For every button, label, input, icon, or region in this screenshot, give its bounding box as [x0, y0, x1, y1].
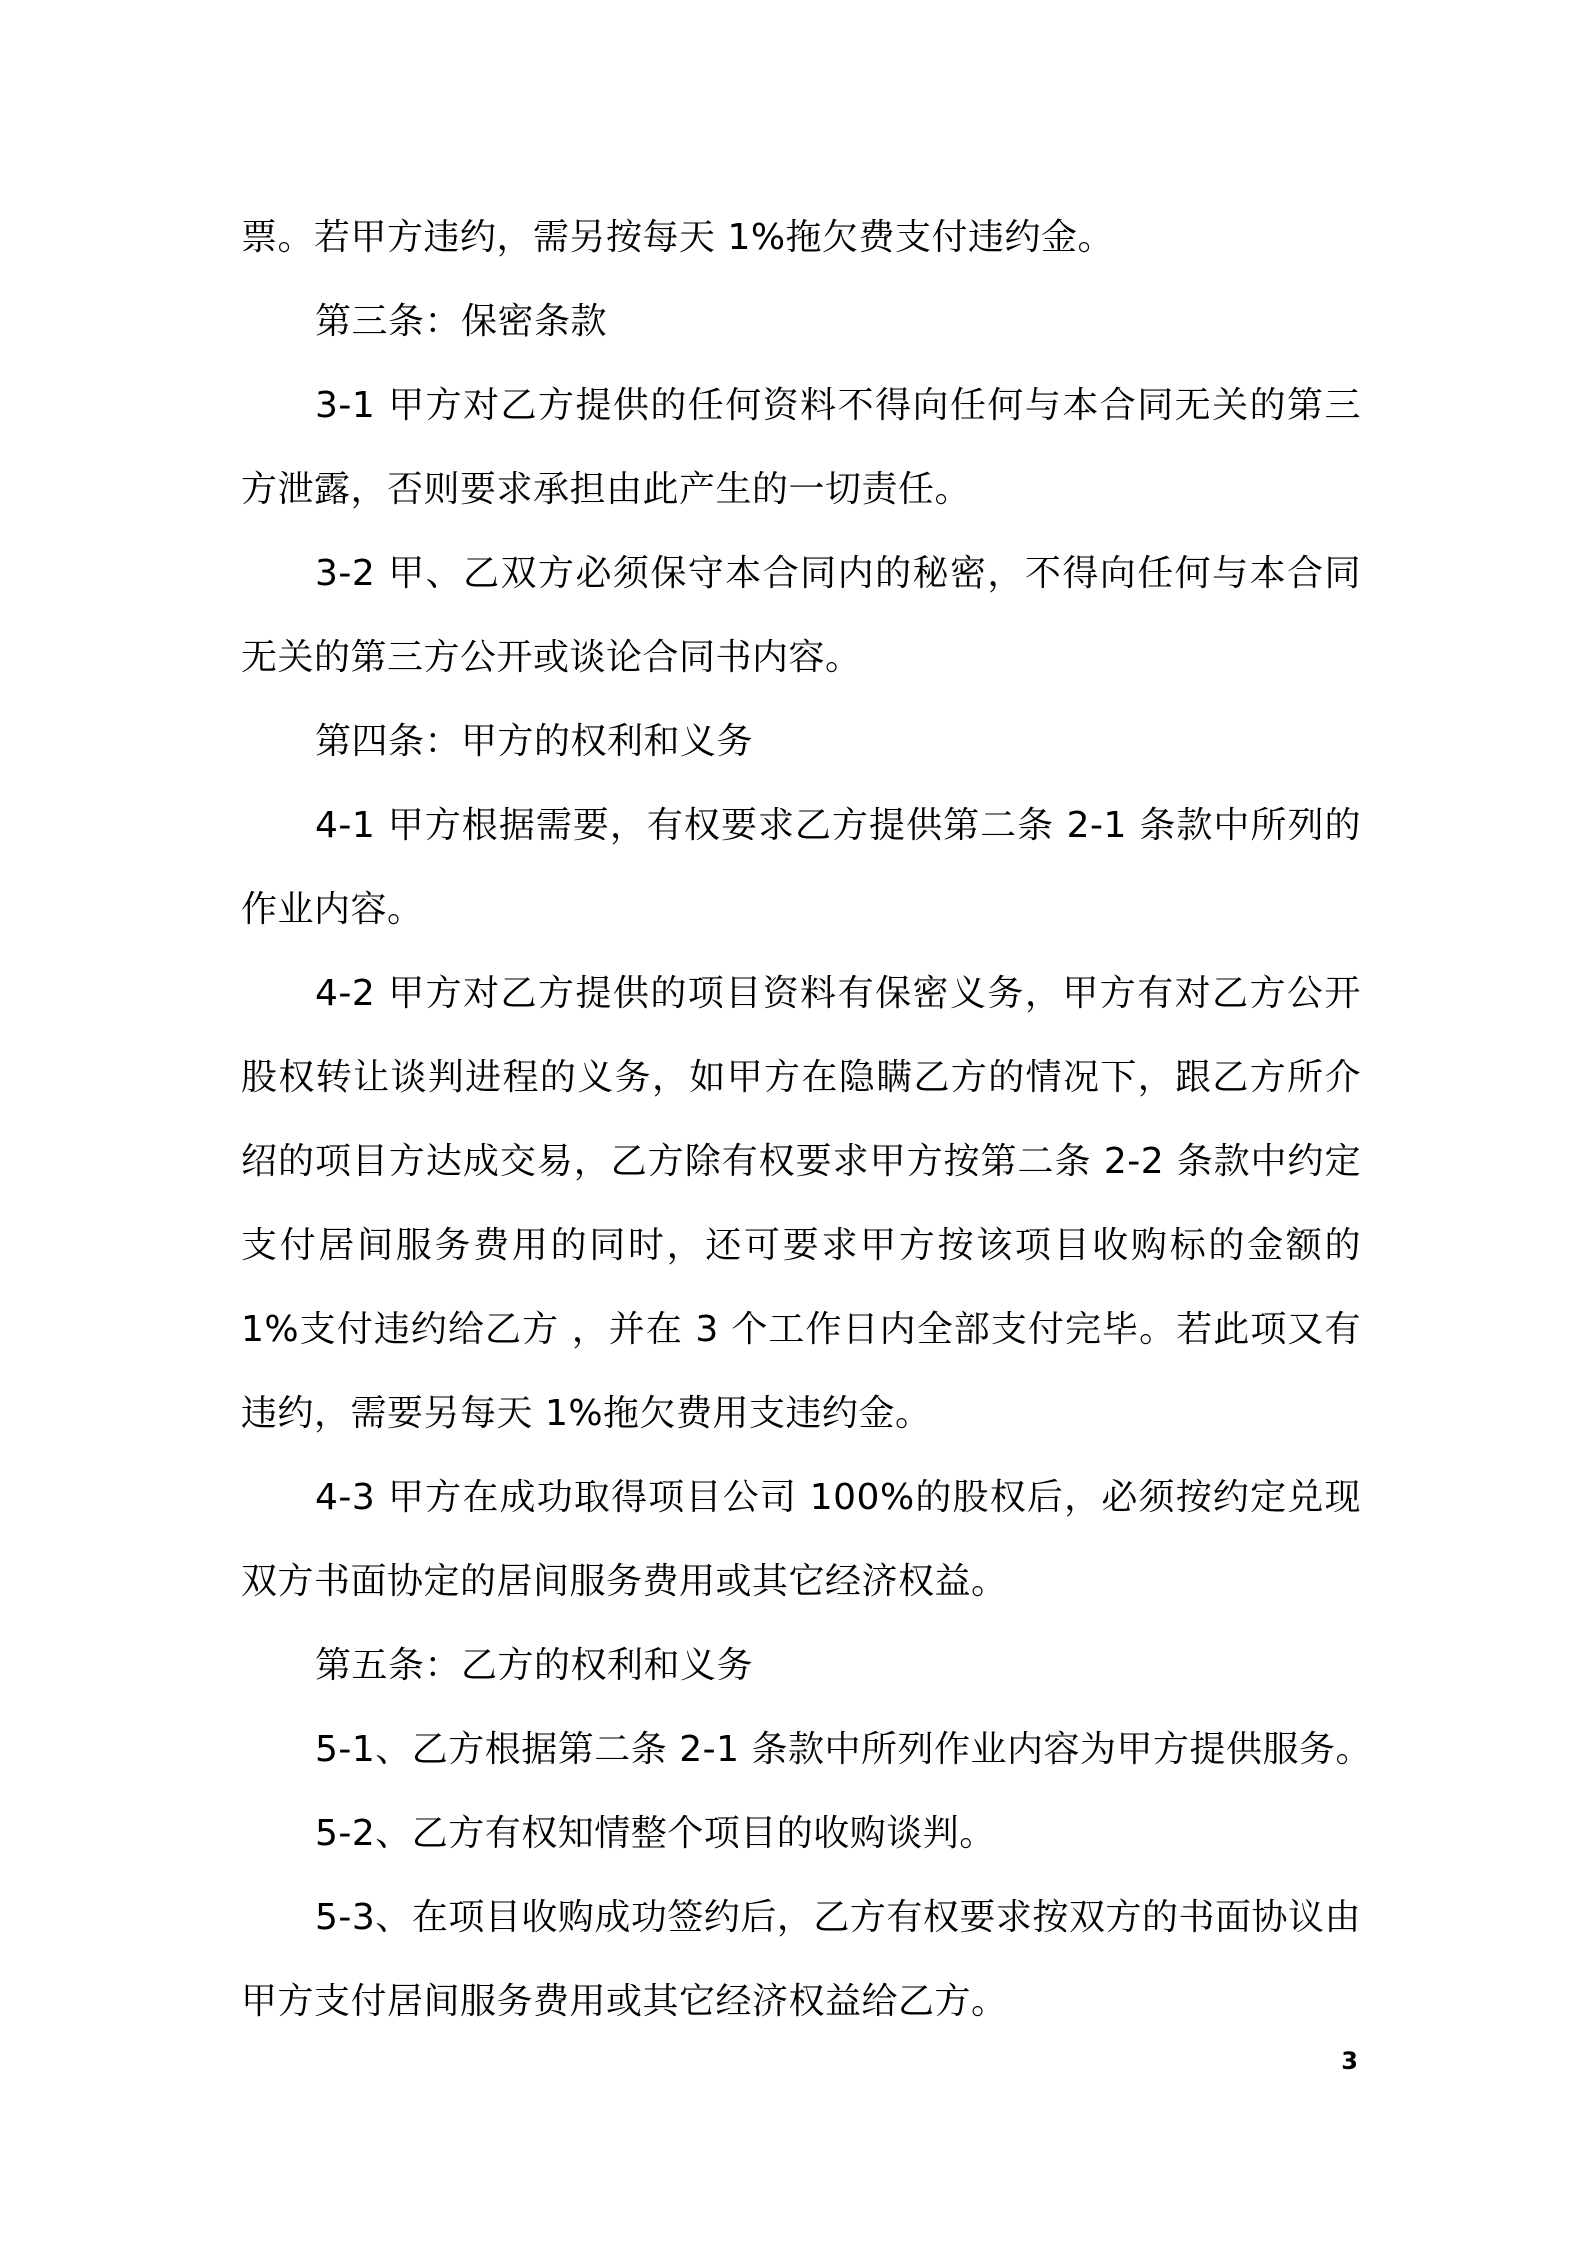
page-number: 3	[1341, 2047, 1358, 2075]
clause-5-3: 5-3、在项目收购成功签约后，乙方有权要求按双方的书面协议由甲方支付居间服务费用或其它经济权益给乙方。	[241, 1897, 1361, 2022]
clause-3-1: 3-1 甲方对乙方提供的任何资料不得向任何与本合同无关的第三方泄露，否则要求承担由此产生的一切责任。	[241, 385, 1361, 510]
clause-5-1: 5-1、乙方根据第二条 2-1 条款中所列作业内容为甲方提供服务。	[315, 1729, 1372, 1770]
clause-4-2: 4-2 甲方对乙方提供的项目资料有保密义务，甲方有对乙方公开股权转让谈判进程的义务，如甲方在隐瞒乙方的情况下，跟乙方所介绍的项目方达成交易，乙方除有权要求甲方按第二条 2-2 条款中约定支付居间服务费用的同时，还可要求甲方按该项目收购标的金额的 1%支付违约给乙方 ，并在 3 个工作日内全部支付完毕。若此项又有违约，需要另每天 1%拖欠费用支违约金。	[241, 973, 1361, 1434]
article-3-heading: 第三条：保密条款	[315, 301, 608, 342]
clause-5-2: 5-2、乙方有权知情整个项目的收购谈判。	[315, 1813, 996, 1854]
clause-3-2: 3-2 甲、乙双方必须保守本合同内的秘密，不得向任何与本合同无关的第三方公开或谈论合同书内容。	[241, 553, 1361, 678]
article-5-heading: 第五条：乙方的权利和义务	[315, 1645, 754, 1686]
paragraph-continuation: 票。若甲方违约，需另按每天 1%拖欠费支付违约金。	[241, 217, 1115, 258]
clause-4-3: 4-3 甲方在成功取得项目公司 100%的股权后，必须按约定兑现双方书面协定的居间服务费用或其它经济权益。	[241, 1477, 1361, 1602]
document-body	[241, 196, 1372, 2044]
clause-4-1: 4-1 甲方根据需要，有权要求乙方提供第二条 2-1 条款中所列的作业内容。	[241, 805, 1361, 930]
article-4-heading: 第四条：甲方的权利和义务	[315, 721, 754, 762]
